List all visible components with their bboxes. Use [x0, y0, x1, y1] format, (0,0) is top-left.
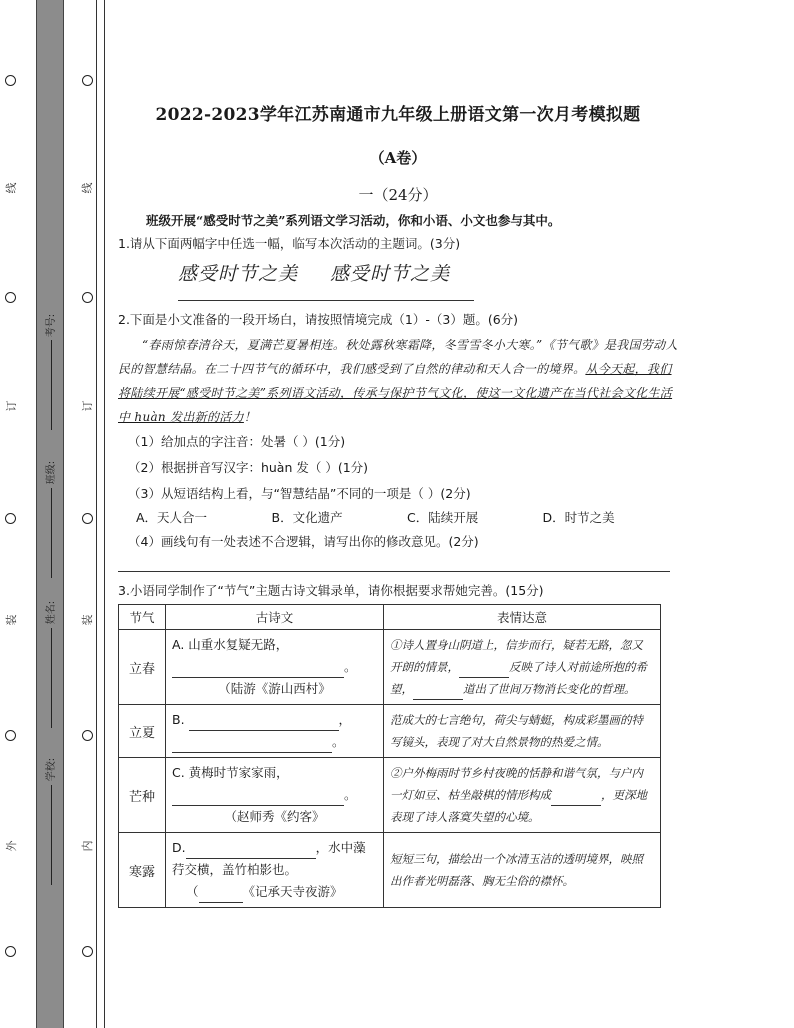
poem-source: （赵师秀《约客》: [224, 809, 325, 824]
poem-blank[interactable]: [172, 738, 332, 753]
header-poem: 古诗文: [166, 605, 384, 630]
poem-blank[interactable]: [186, 844, 316, 859]
poem-prefix: B.: [172, 712, 185, 727]
binding-char-outer: 外: [5, 840, 18, 852]
poem-line: A. 山重水复疑无路，: [172, 637, 289, 652]
poem-blank[interactable]: [172, 663, 344, 678]
q2-sub-2: （2）根据拼音写汉字：huàn 发（ ）(1分): [128, 460, 369, 475]
binding-strip: [36, 0, 64, 1028]
binding-char-mount: 装: [81, 614, 94, 626]
exam-number-label: 考号:: [46, 313, 58, 338]
question-3: 3.小语同学制作了“节气”主题古诗文辑录单，请你根据要求帮她完善。(15分): [118, 583, 544, 598]
header-meaning: 表情达意: [384, 605, 661, 630]
binding-char-mount: 装: [5, 614, 18, 626]
binding-circle: [82, 946, 93, 957]
poem-cell: [166, 758, 384, 833]
term-cell: 立夏: [119, 705, 166, 758]
meaning-blank[interactable]: [413, 685, 463, 700]
school-label: 学校:: [46, 757, 58, 782]
question-1: 1.请从下面两幅字中任选一幅，临写本次活动的主题词。(3分): [118, 236, 461, 251]
table-row: [119, 833, 661, 908]
opening-paragraph: [118, 333, 678, 429]
term-cell: 立春: [119, 630, 166, 705]
name-field[interactable]: [51, 628, 52, 728]
edge-line: [104, 0, 105, 1028]
binding-circle: [82, 75, 93, 86]
source-open: （: [186, 884, 199, 899]
choice-b[interactable]: B．文化遗产: [271, 510, 343, 525]
binding-margin: [0, 0, 112, 1028]
calligraphy-samples: [118, 259, 678, 286]
meaning-cell: 短短三句，描绘出一个冰清玉洁的透明境界，映照出作者光明磊落、胸无尘俗的襟怀。: [384, 833, 661, 908]
poem-blank[interactable]: [189, 716, 339, 731]
binding-circle: [82, 730, 93, 741]
binding-char-inner: 内: [81, 840, 94, 852]
question-2: 2.下面是小文准备的一段开场白，请按照情境完成（1）-（3）题。(6分): [118, 312, 519, 327]
poem-line: C. 黄梅时节家家雨，: [172, 765, 289, 780]
underlined-sentence: 从今天起，我们将陆续开展“感受时节之美”系列语文活动，传承与保护节气文化，使这一文化遗产在当代社会文化生活中 huàn 发出新的活力: [118, 362, 673, 424]
poem-cell: [166, 705, 384, 758]
binding-circle: [5, 292, 16, 303]
paragraph-text: “春雨惊春清谷天，夏满芒夏暑相连。秋处露秋寒霜降，冬雪雪冬小大寒。”《节气歌》是我国劳动人民的智慧结晶。在二十四节气的循环中，我们感受到了自然的律动和天人合一的境界。: [118, 338, 678, 376]
binding-circle: [5, 75, 16, 86]
calligraphy-sample: 感受时节之美: [330, 263, 451, 285]
meaning-cell: 范成大的七言绝句，荷尖与蜻蜓，构成彩墨画的特写镜头，表现了对大自然景物的热爱之情。: [384, 705, 661, 758]
header-term: 节气: [119, 605, 166, 630]
q2-answer-line[interactable]: [118, 571, 670, 572]
section-heading: 一（24分）: [358, 186, 438, 204]
table-header-row: [119, 605, 661, 630]
term-cell: 芒种: [119, 758, 166, 833]
binding-char-line: 线: [81, 182, 94, 194]
author-blank[interactable]: [199, 888, 243, 903]
meaning-cell: [384, 630, 661, 705]
meaning-text: ①诗人置身山阴道上，信步而行，疑若无路，忽又开朗的情景，: [390, 638, 643, 674]
exam-subtitle: （A卷）: [369, 149, 427, 167]
meaning-cell: [384, 758, 661, 833]
poem-source: 《记承天寺夜游》: [242, 884, 343, 899]
class-field[interactable]: [51, 488, 52, 578]
binding-char-line: 线: [5, 182, 18, 194]
meaning-text: 道出了世间万物消长变化的哲理。: [463, 682, 636, 696]
binding-circle: [82, 292, 93, 303]
binding-char-bind: 订: [5, 400, 18, 412]
meaning-text: ②户外梅雨时节乡村夜晚的恬静和谐气氛，与户内一灯如豆、枯坐敲棋的情形构成: [390, 766, 643, 802]
binding-char-bind: 订: [81, 400, 94, 412]
poem-after: ，水中藻荇交横，盖竹柏影也。: [172, 840, 366, 877]
poem-cell: [166, 630, 384, 705]
poem-mid: ，: [338, 712, 352, 727]
poem-end: 。: [344, 787, 357, 802]
q2-sub-1: （1）给加点的字注音：处暑（ ）(1分): [128, 434, 346, 449]
choice-c[interactable]: C．陆续开展: [407, 510, 479, 525]
meaning-blank[interactable]: [551, 791, 601, 806]
term-cell: 寒露: [119, 833, 166, 908]
exam-title: 2022-2023学年江苏南通市九年级上册语文第一次月考模拟题: [155, 105, 641, 125]
inner-fold-line: [96, 0, 97, 1028]
poem-blank[interactable]: [172, 791, 344, 806]
table-row: [119, 705, 661, 758]
table-row: [119, 758, 661, 833]
table-row: [119, 630, 661, 705]
meaning-blank[interactable]: [459, 663, 509, 678]
q2-sub-4: （4）画线句有一处表述不合逻辑，请写出你的修改意见。(2分): [128, 534, 479, 549]
class-label: 班级:: [46, 460, 58, 485]
poem-prefix: D.: [172, 840, 186, 855]
binding-circle: [5, 513, 16, 524]
poem-source: （陆游《游山西村》: [218, 681, 331, 696]
choice-a[interactable]: A．天人合一: [136, 510, 208, 525]
school-field[interactable]: [51, 785, 52, 885]
poem-cell: [166, 833, 384, 908]
calligraphy-sample: 感受时节之美: [178, 263, 299, 285]
binding-circle: [5, 730, 16, 741]
poem-table: [118, 604, 661, 908]
name-label: 姓名:: [46, 600, 58, 625]
meaning-text: 反映了诗人对前途所抱的希望，: [390, 660, 647, 696]
exam-page: [118, 100, 678, 908]
binding-circle: [5, 946, 16, 957]
choice-d[interactable]: D．时节之美: [542, 510, 615, 525]
meaning-text: ，更深地表现了诗人落寞失望的心境。: [390, 788, 647, 824]
q2-sub-3: （3）从短语结构上看，与“智慧结晶”不同的一项是（ ）(2分): [128, 486, 471, 501]
q1-answer-line[interactable]: [178, 300, 474, 301]
poem-end: 。: [332, 734, 345, 749]
binding-circle: [82, 513, 93, 524]
exam-number-field[interactable]: [51, 340, 52, 430]
poem-end: 。: [344, 659, 357, 674]
q2-choices: [118, 507, 678, 529]
paragraph-end: ！: [243, 410, 257, 424]
activity-intro: 班级开展“感受时节之美”系列语文学习活动，你和小语、小文也参与其中。: [146, 213, 561, 228]
